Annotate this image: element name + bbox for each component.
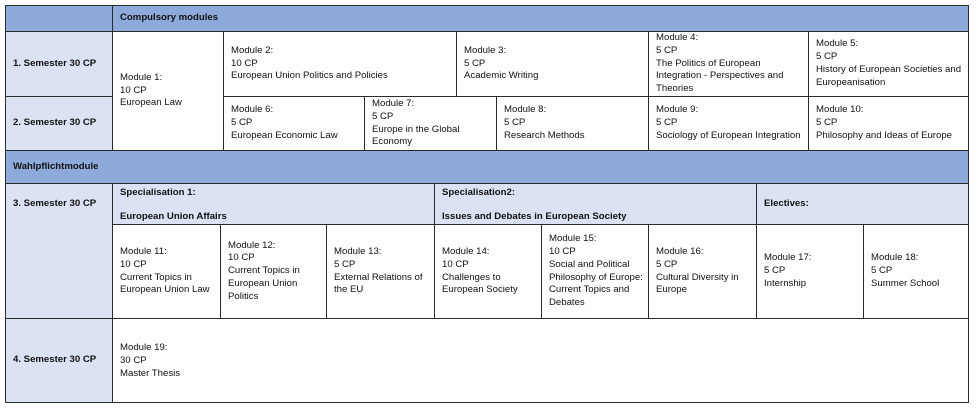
module-4-name: The Politics of European Integration - Perspectives and Theories	[656, 57, 784, 95]
semester-3-label	[5, 183, 113, 319]
module-19-cp: 30 CP	[120, 354, 147, 366]
compulsory-modules-label: Compulsory modules	[120, 12, 219, 24]
module-17-title: Module 17:	[764, 252, 812, 264]
module-15-name: Social and Political Philosophy of Europe: Current Topics and Debates	[549, 258, 643, 309]
module-1-name: European Law	[120, 97, 182, 109]
module-12-cell	[220, 224, 327, 319]
module-18-cp: 5 CP	[871, 265, 893, 277]
module-17-cp: 5 CP	[764, 265, 786, 277]
module-10-cell	[808, 96, 969, 151]
module-12-cp: 10 CP	[228, 252, 255, 264]
semester-4-label	[5, 318, 113, 403]
module-7-name: Europe in the Global Economy	[372, 123, 460, 148]
module-10-cp: 5 CP	[816, 117, 838, 129]
specialisation-2-header	[434, 183, 757, 225]
semester-4-text: 4. Semester 30 CP	[13, 354, 97, 366]
electives-label: Electives:	[764, 197, 809, 209]
module-2-cp: 10 CP	[231, 57, 258, 69]
module-19-name: Master Thesis	[120, 367, 181, 379]
module-14-name: Challenges to European Society	[442, 271, 518, 296]
module-11-title: Module 11:	[120, 245, 167, 257]
module-4-title: Module 4:	[656, 32, 699, 43]
semester-2-label	[5, 96, 113, 151]
module-6-name: European Economic Law	[231, 129, 338, 141]
specialisation-1-name: European Union Affairs	[120, 211, 227, 222]
module-5-cp: 5 CP	[816, 51, 838, 63]
module-5-cell	[808, 31, 969, 97]
module-8-name: Research Methods	[504, 129, 585, 141]
module-14-cp: 10 CP	[442, 258, 469, 270]
module-10-name: Philosophy and Ideas of Europe	[816, 129, 953, 141]
module-4-cp: 5 CP	[656, 44, 678, 56]
wahlpflichtmodule-header	[5, 150, 969, 184]
specialisation-1-title: Specialisation 1:	[120, 187, 196, 198]
module-18-cell	[863, 224, 969, 319]
specialisation-2-name: Issues and Debates in European Society	[442, 211, 627, 222]
module-16-cell	[648, 224, 757, 319]
module-5-name: History of European Societies and Europeanisation	[816, 64, 962, 88]
module-11-name: Current Topics in European Union Law	[120, 271, 210, 296]
module-13-title: Module 13:	[334, 245, 382, 257]
module-3-title: Module 3:	[464, 44, 507, 56]
module-4-cell	[648, 31, 809, 97]
compulsory-modules-header	[112, 5, 969, 32]
wahlpflichtmodule-label: Wahlpflichtmodule	[13, 160, 99, 172]
module-8-title: Module 8:	[504, 104, 547, 116]
module-10-title: Module 10:	[816, 104, 864, 116]
header-corner	[5, 5, 113, 32]
module-14-cell	[434, 224, 542, 319]
module-16-name: Cultural Diversity in Europe	[656, 271, 739, 296]
module-8-cell	[496, 96, 649, 151]
module-13-cell	[326, 224, 435, 319]
module-9-name: Sociology of European Integration	[656, 129, 801, 141]
module-18-title: Module 18:	[871, 252, 919, 264]
module-11-cp: 10 CP	[120, 258, 147, 270]
specialisation-2-title: Specialisation2:	[442, 187, 516, 198]
module-17-name: Internship	[764, 277, 807, 289]
module-15-cell	[541, 224, 649, 319]
semester-3-text: 3. Semester 30 CP	[13, 198, 97, 209]
module-6-cp: 5 CP	[231, 117, 253, 129]
module-9-title: Module 9:	[656, 104, 699, 116]
module-7-cell	[364, 96, 497, 151]
module-12-name: Current Topics in European Union Politics	[228, 265, 300, 302]
module-3-cp: 5 CP	[464, 57, 486, 69]
module-15-cp: 10 CP	[549, 245, 576, 257]
electives-header	[756, 183, 969, 225]
module-14-title: Module 14:	[442, 245, 490, 257]
module-6-title: Module 6:	[231, 104, 274, 116]
module-2-title: Module 2:	[231, 44, 274, 56]
module-5-title: Module 5:	[816, 38, 859, 50]
module-11-cell	[112, 224, 221, 319]
module-6-cell	[223, 96, 365, 151]
module-1-cell	[112, 31, 224, 151]
module-7-cp: 5 CP	[372, 110, 394, 122]
module-9-cell	[648, 96, 809, 151]
module-19-title: Module 19:	[120, 342, 168, 353]
module-19-cell	[112, 318, 969, 403]
module-1-title: Module 1:	[120, 71, 163, 83]
module-3-cell	[456, 31, 649, 97]
specialisation-1-header	[112, 183, 435, 225]
module-13-cp: 5 CP	[334, 258, 356, 270]
semester-2-text: 2. Semester 30 CP	[13, 117, 97, 129]
module-16-title: Module 16:	[656, 245, 704, 257]
module-7-title: Module 7:	[372, 97, 415, 109]
semester-1-label	[5, 31, 113, 97]
module-1-cp: 10 CP	[120, 84, 147, 96]
module-16-cp: 5 CP	[656, 258, 678, 270]
module-8-cp: 5 CP	[504, 117, 526, 129]
module-2-cell	[223, 31, 457, 97]
module-17-cell	[756, 224, 864, 319]
module-15-title: Module 15:	[549, 233, 597, 245]
module-9-cp: 5 CP	[656, 117, 678, 129]
semester-1-text: 1. Semester 30 CP	[13, 57, 97, 69]
module-12-title: Module 12:	[228, 239, 276, 251]
module-13-name: External Relations of the EU	[334, 271, 423, 296]
module-3-name: Academic Writing	[464, 70, 539, 82]
module-2-name: European Union Politics and Policies	[231, 70, 388, 82]
module-18-name: Summer School	[871, 277, 940, 289]
